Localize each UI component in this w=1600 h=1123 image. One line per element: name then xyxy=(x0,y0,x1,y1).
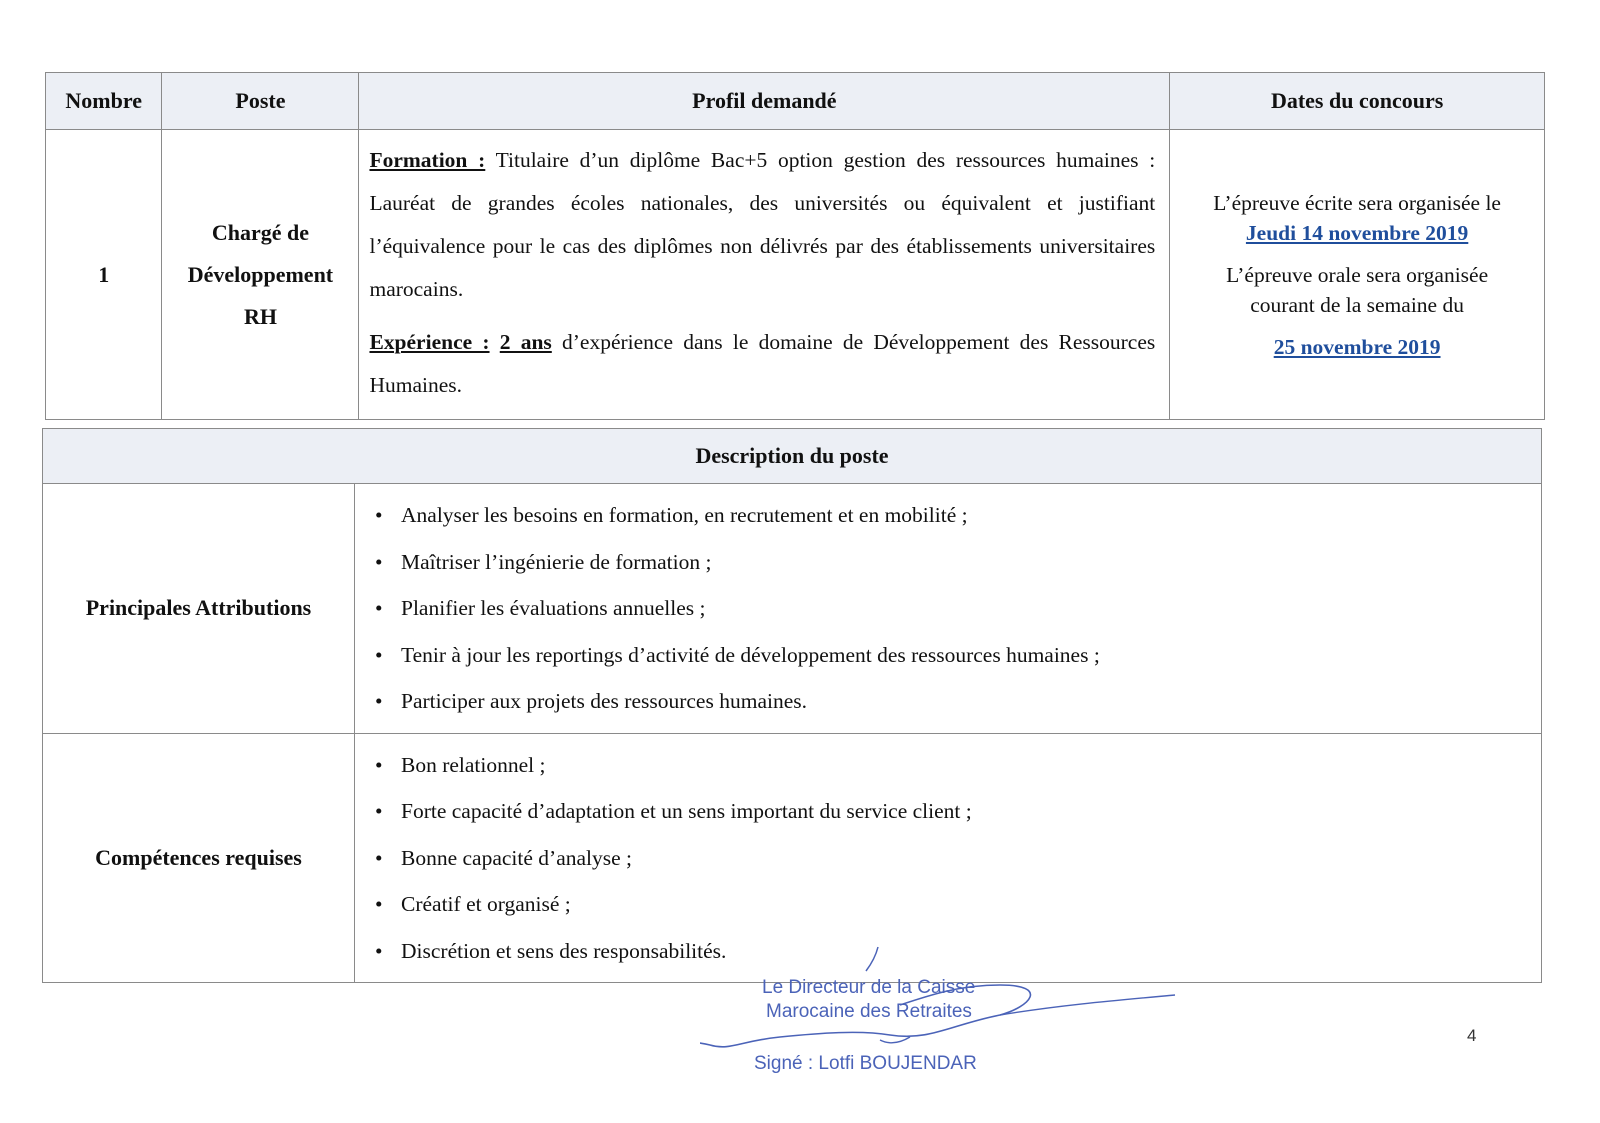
list-item: • Discrétion et sens des responsabilités. xyxy=(375,928,1541,975)
formation-label: Formation : xyxy=(369,147,486,172)
experience-years: 2 ans xyxy=(499,329,552,354)
description-table xyxy=(42,428,1542,983)
competences-label: Compétences requises xyxy=(43,733,355,983)
poste-line-2: Développement xyxy=(187,261,334,287)
signature-line-3: Signé : Lotfi BOUJENDAR xyxy=(754,1053,977,1074)
list-item: • Créatif et organisé ; xyxy=(375,881,1541,928)
experience-label: Expérience : xyxy=(369,329,490,354)
dates-cell xyxy=(1170,130,1545,420)
signature-line-1: Le Directeur de la Caisse xyxy=(762,977,976,998)
list-item: • Maîtriser l’ingénierie de formation ; xyxy=(375,539,1541,586)
attributions-label: Principales Attributions xyxy=(43,484,355,734)
formation-text: Titulaire d’un diplôme Bac+5 option gestion des ressources humaines : Lauréat de grandes écoles nationales, des universités ou équivalent et justifiant l’équivalence pour le cas des diplômes non délivrés par des établissements universitaires marocains. xyxy=(369,147,1156,301)
profil-cell xyxy=(359,130,1170,420)
list-item: • Bon relationnel ; xyxy=(375,742,1541,789)
poste-line-1: Chargé de xyxy=(211,219,310,245)
ecrite-text: L’épreuve écrite sera organisée le xyxy=(1213,190,1501,215)
signature-line-2: Marocaine des Retraites xyxy=(766,1001,972,1022)
page-number: 4 xyxy=(1467,1026,1477,1045)
poste-line-3: RH xyxy=(243,303,277,329)
ecrite-date: Jeudi 14 novembre 2019 xyxy=(1245,220,1469,245)
list-item: • Analyser les besoins en formation, en recrutement et en mobilité ; xyxy=(375,492,1541,539)
poste-cell xyxy=(162,130,359,420)
signature-block xyxy=(700,945,1200,1095)
list-item: • Tenir à jour les reportings d’activité de développement des ressources humaines ; xyxy=(375,632,1541,679)
experience-text: d’expérience dans le domaine de Développement des Ressources Humaines. xyxy=(369,329,1156,397)
list-item: • Forte capacité d’adaptation et un sens important du service client ; xyxy=(375,788,1541,835)
nombre-cell: 1 xyxy=(46,130,162,420)
experience-paragraph xyxy=(369,321,1155,407)
header-profil: Profil demandé xyxy=(359,73,1170,130)
orale-text: L’épreuve orale sera organisée courant de la semaine du xyxy=(1226,262,1489,317)
list-item: • Participer aux projets des ressources humaines. xyxy=(375,678,1541,725)
attributions-row xyxy=(43,484,1542,734)
header-nombre: Nombre xyxy=(46,73,162,130)
attributions-list xyxy=(355,484,1541,733)
list-item: • Bonne capacité d’analyse ; xyxy=(375,835,1541,882)
header-dates: Dates du concours xyxy=(1170,73,1545,130)
recruitment-table xyxy=(45,72,1545,420)
attributions-cell xyxy=(355,484,1542,734)
list-item: • Planifier les évaluations annuelles ; xyxy=(375,585,1541,632)
orale-date: 25 novembre 2019 xyxy=(1273,334,1441,359)
table-header-row xyxy=(46,73,1545,130)
description-title: Description du poste xyxy=(43,429,1542,484)
formation-paragraph xyxy=(369,139,1155,311)
table-row xyxy=(46,130,1545,420)
header-poste: Poste xyxy=(162,73,359,130)
